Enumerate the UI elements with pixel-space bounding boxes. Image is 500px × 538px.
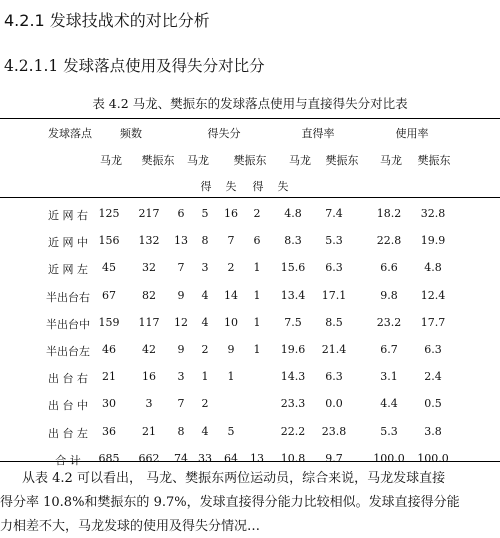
- table-cell: 6: [177, 207, 185, 220]
- table-cell: 21.4: [321, 343, 347, 356]
- row-label: 半出台左: [46, 345, 90, 358]
- table-cell: 100.0: [417, 451, 449, 465]
- header-sub-malong: 马龙: [289, 154, 311, 167]
- header-score: 得失分: [207, 127, 241, 140]
- table-cell: 9: [177, 343, 185, 356]
- table-cell: 4.4: [380, 397, 398, 411]
- table-cell: 6: [253, 234, 261, 248]
- row-label: 合 计: [55, 453, 81, 467]
- table-cell: 19.9: [420, 234, 446, 248]
- table-cell: 6.3: [325, 261, 343, 275]
- table-cell: 12: [174, 315, 188, 329]
- table-cell: 9: [227, 343, 235, 356]
- table-cell: 9.8: [380, 288, 398, 302]
- table-cell: 14: [224, 288, 238, 302]
- table-cell: 7: [177, 261, 185, 275]
- header-usage-rate: 使用率: [395, 127, 429, 140]
- table-cell: 5.3: [380, 424, 398, 438]
- table-cell: 15.6: [280, 261, 306, 275]
- row-label: 近 网 右: [48, 209, 88, 222]
- table-cell: 1: [253, 261, 261, 275]
- table-cell: 42: [142, 343, 156, 356]
- table-cell: 17.1: [321, 288, 347, 302]
- table-header-rule: [0, 197, 500, 198]
- table-cell: 32.8: [420, 207, 446, 220]
- table-cell: 117: [138, 315, 160, 329]
- table-top-rule: [0, 118, 500, 119]
- table-cell: 1: [253, 343, 261, 356]
- table-cell: 23.2: [376, 315, 402, 329]
- table-cell: 36: [102, 424, 116, 438]
- table-cell: 125: [98, 207, 120, 220]
- header-direct-rate: 直得率: [301, 127, 335, 140]
- header-sub-de: 得: [252, 180, 264, 193]
- table-cell: 3.1: [380, 370, 398, 384]
- table-cell: 23.8: [321, 424, 347, 438]
- table-cell: 3: [201, 261, 209, 275]
- table-cell: 74: [174, 451, 188, 465]
- header-landing: 发球落点: [48, 127, 92, 140]
- table-cell: 1: [227, 370, 235, 384]
- table-cell: 32: [142, 261, 156, 275]
- table-cell: 5.3: [325, 234, 343, 248]
- table-cell: 22.2: [280, 424, 306, 438]
- table-cell: 19.6: [280, 343, 306, 356]
- table-cell: 8: [177, 424, 185, 438]
- header-sub-fan: 樊振东: [141, 154, 175, 167]
- table-cell: 16: [224, 207, 238, 220]
- table-cell: 662: [138, 451, 160, 465]
- table-cell: 22.8: [376, 234, 402, 248]
- header-sub-malong: 马龙: [380, 154, 402, 167]
- table-cell: 13: [250, 451, 264, 465]
- header-sub-shi: 失: [225, 180, 237, 193]
- table-bottom-rule: [0, 461, 500, 462]
- table-cell: 2: [201, 397, 209, 411]
- table-cell: 3.8: [424, 424, 442, 438]
- table-cell: 64: [224, 451, 238, 465]
- row-label: 半出台右: [46, 290, 90, 304]
- table-cell: 7: [177, 397, 185, 411]
- table-cell: 132: [138, 234, 160, 248]
- table-cell: 1: [201, 370, 209, 384]
- row-label: 近 网 中: [48, 236, 88, 250]
- table-cell: 7: [227, 234, 235, 248]
- table-cell: 5: [227, 424, 235, 438]
- table-cell: 82: [142, 288, 156, 302]
- row-label: 近 网 左: [48, 263, 88, 277]
- table-cell: 6.7: [380, 343, 398, 356]
- table-cell: 33: [198, 451, 212, 465]
- table-cell: 30: [102, 397, 116, 411]
- header-sub-fan: 樊振东: [233, 154, 267, 167]
- table-cell: 0.5: [424, 397, 442, 411]
- table-cell: 13.4: [280, 288, 306, 302]
- paragraph-line-3: 力相差不大，马龙发球的使用及得失分情况…: [0, 519, 261, 534]
- row-label: 出 台 中: [48, 399, 88, 413]
- table-cell: 17.7: [420, 315, 446, 329]
- table-cell: 12.4: [420, 288, 446, 302]
- row-label: 出 台 右: [48, 372, 88, 386]
- table-cell: 18.2: [376, 207, 402, 220]
- table-cell: 46: [102, 343, 116, 356]
- table-cell: 6.3: [325, 370, 343, 384]
- table-cell: 685: [98, 451, 120, 465]
- table-cell: 9: [177, 288, 185, 302]
- row-label: 出 台 左: [48, 426, 88, 440]
- table-cell: 67: [102, 288, 116, 302]
- table-cell: 23.3: [280, 397, 306, 411]
- table-cell: 10.8: [280, 451, 306, 465]
- table-cell: 0.0: [325, 397, 343, 411]
- header-sub-fan: 樊振东: [417, 154, 451, 167]
- table-cell: 2.4: [424, 370, 442, 384]
- table-cell: 8: [201, 234, 209, 248]
- header-sub-malong: 马龙: [100, 154, 122, 167]
- table-cell: 14.3: [280, 370, 306, 384]
- table-cell: 4: [201, 315, 209, 329]
- table-cell: 5: [201, 207, 209, 220]
- row-label: 半出台中: [46, 317, 90, 331]
- table-cell: 7.5: [284, 315, 302, 329]
- table-cell: 2: [227, 261, 235, 275]
- table-cell: 1: [253, 315, 261, 329]
- table-cell: 1: [253, 288, 261, 302]
- table-cell: 7.4: [325, 207, 343, 220]
- table-cell: 2: [253, 207, 261, 220]
- header-sub-shi: 失: [277, 180, 289, 193]
- table-cell: 4: [201, 288, 209, 302]
- table-cell: 16: [142, 370, 156, 384]
- paragraph-line-1: 从表 4.2 可以看出， 马龙、樊振东两位运动员，综合来说，马龙发球直接: [22, 471, 446, 486]
- paragraph-line-2: 得分率 10.8%和樊振东的 9.7%，发球直接得分能力比较相似。发球直接得分能: [0, 495, 460, 510]
- table-cell: 4: [201, 424, 209, 438]
- table-cell: 10: [224, 315, 238, 329]
- table-cell: 2: [201, 343, 209, 356]
- table-cell: 4.8: [424, 261, 442, 275]
- table-cell: 4.8: [284, 207, 302, 220]
- header-sub-fan: 樊振东: [325, 154, 359, 167]
- table-cell: 156: [98, 234, 120, 248]
- header-sub-malong: 马龙: [187, 154, 209, 167]
- table-cell: 6.6: [380, 261, 398, 275]
- subsection-heading: 4.2.1.1 发球落点使用及得失分对比分: [4, 57, 265, 75]
- header-sub-de: 得: [200, 180, 212, 193]
- table-cell: 8.5: [325, 315, 343, 329]
- table-caption: 表 4.2 马龙、樊振东的发球落点使用与直接得失分对比表: [92, 96, 408, 111]
- table-cell: 3: [145, 397, 153, 411]
- section-heading: 4.2.1 发球技战术的对比分析: [4, 11, 210, 30]
- table-cell: 159: [98, 315, 120, 329]
- table-cell: 6.3: [424, 343, 442, 356]
- table-cell: 8.3: [284, 234, 302, 248]
- table-cell: 21: [142, 424, 156, 438]
- table-cell: 3: [177, 370, 185, 384]
- table-cell: 9.7: [325, 451, 343, 465]
- table-cell: 13: [174, 234, 188, 248]
- table-cell: 45: [102, 261, 116, 275]
- table-cell: 217: [138, 207, 160, 220]
- table-cell: 21: [102, 370, 116, 384]
- header-count: 频数: [120, 127, 142, 140]
- table-cell: 100.0: [373, 451, 405, 465]
